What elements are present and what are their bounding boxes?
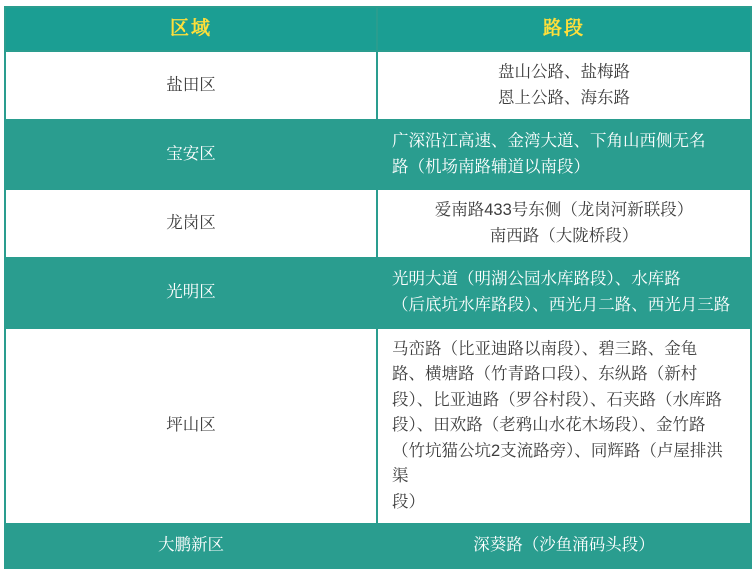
road-line: 段）、比亚迪路（罗谷村段）、石夹路（水库路: [392, 390, 722, 409]
cell-roads: [377, 189, 751, 258]
table-header-row: [5, 7, 751, 51]
road-line-list: [392, 198, 736, 249]
cell-roads: [377, 120, 751, 189]
road-line-list: [392, 533, 736, 559]
cell-region: 光明区: [5, 258, 377, 327]
table-header: [5, 7, 751, 51]
road-line: 广深沿江高速、金湾大道、下角山西侧无名: [392, 132, 706, 151]
table-row: [5, 51, 751, 120]
cell-region: 坪山区: [5, 328, 377, 525]
cell-roads: [377, 524, 751, 568]
road-line: （竹坑猫公坑2支流路旁）、同辉路（卢屋排洪渠: [392, 441, 723, 486]
region-road-table: [4, 6, 752, 569]
road-line-list: [392, 60, 736, 111]
cell-roads: [377, 258, 751, 327]
road-line: 段）、田欢路（老鸦山水花木场段）、金竹路: [392, 416, 706, 435]
column-header-region: 区域: [5, 7, 377, 51]
cell-roads: [377, 328, 751, 525]
road-line: （后底坑水库路段）、西光月二路、西光月三路: [392, 295, 731, 314]
road-line: 恩上公路、海东路: [498, 88, 630, 107]
cell-region: 大鹏新区: [5, 524, 377, 568]
table-row: [5, 189, 751, 258]
cell-region: 宝安区: [5, 120, 377, 189]
table-row: [5, 258, 751, 327]
road-line-list: [392, 129, 736, 180]
road-line: 光明大道（明湖公园水库路段）、水库路: [392, 270, 681, 289]
road-line-list: [392, 337, 736, 516]
cell-roads: [377, 51, 751, 120]
road-line: 深葵路（沙鱼涌码头段）: [473, 536, 655, 555]
cell-region: 龙岗区: [5, 189, 377, 258]
road-line: 盘山公路、盐梅路: [498, 63, 630, 81]
road-line: 路（机场南路辅道以南段）: [392, 157, 590, 176]
table-row: [5, 328, 751, 525]
road-line: 爱南路433号东侧（龙岗河新联段）: [434, 201, 694, 220]
table-row: [5, 120, 751, 189]
road-line: 路、横塘路（竹青路口段）、东纵路（新村: [392, 365, 698, 384]
table-body: [5, 51, 751, 568]
cell-region: 盐田区: [5, 51, 377, 120]
road-line: 南西路（大陇桥段）: [489, 226, 639, 245]
road-line: 马峦路（比亚迪路以南段）、碧三路、金龟: [392, 339, 698, 358]
road-line-list: [392, 267, 736, 318]
column-header-roads: 路段: [377, 7, 751, 51]
table-row: [5, 524, 751, 568]
road-line: 段）: [392, 492, 425, 511]
